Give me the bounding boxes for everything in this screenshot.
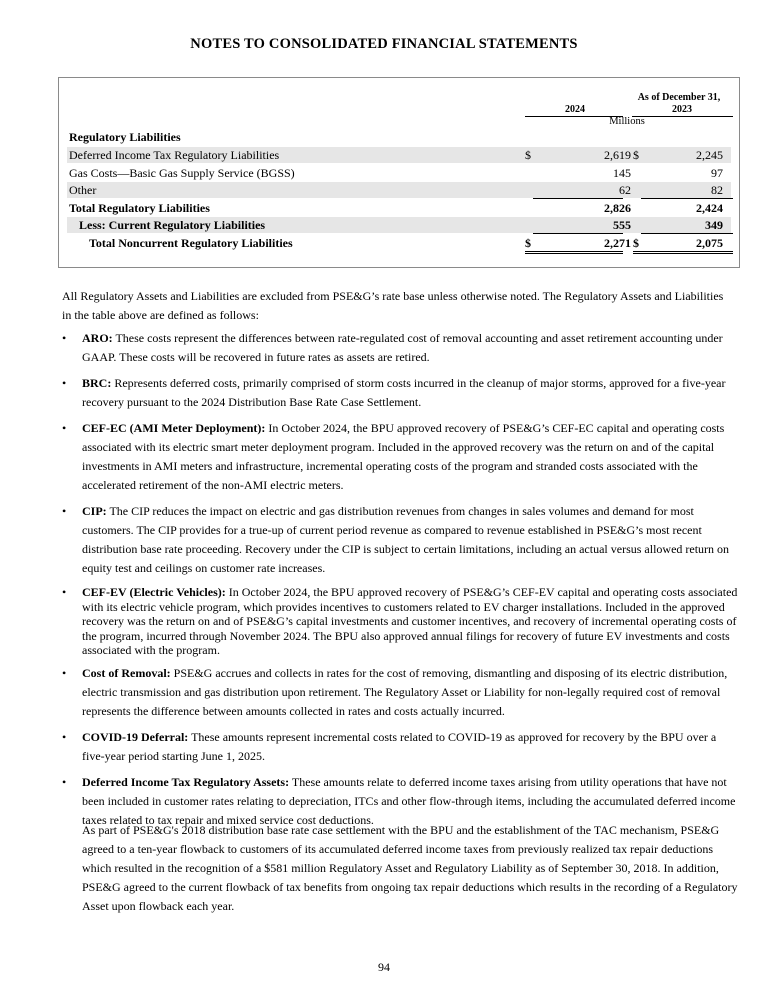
table-row [67,147,731,163]
term: CEF-EV (Electric Vehicles): [82,585,226,599]
row-label: Total Noncurrent Regulatory Liabilities [89,236,293,250]
term: COVID-19 Deferral: [82,729,189,744]
bullet-icon: • [62,421,67,435]
definition: These costs represent the differences between rate-regulated cost of removal accounting and asset retirement accounting under GAAP. These costs will be recovered in future rates as assets are retired. [82,331,723,364]
bullet-icon: • [62,376,67,390]
page-title: NOTES TO CONSOLIDATED FINANCIAL STATEMENTS [190,36,578,52]
definition: PSE&G accrues and collects in rates for the cost of removing, dismantling and disposing of its electric distribution, electric transmission and gas distribution upon retirement. The Regulatory Asset or Liability for non-legally required cost of removal represents the difference between amounts collected in rates and costs actually incurred. [82,665,728,718]
definition: These amounts relate to deferred income taxes arising from utility operations that have not been included in customer rates relating to depreciation, ITCs and other flow-through items, including the accumulated deferred income taxes related to tax repair and mixed service cost deductions. [82,774,736,827]
subtotal-rule-2024 [533,233,623,234]
intro-paragraph: All Regulatory Assets and Liabilities are excluded from PSE&G’s rate base unless otherwise noted. The Regulatory Assets and Liabilities in the table above are defined as follows: [62,289,724,322]
value-2023: 82 [711,183,723,197]
definition: Represents deferred costs, primarily comprised of storm costs incurred in the cleanup of major storms, approved for a five-year recovery pursuant to the 2024 Distribution Base Rate Case Settlement. [82,376,726,409]
dollar-sign: $ [633,236,639,250]
header-year-2023: 2023 [672,104,692,115]
term: ARO: [82,331,113,345]
table-row [67,217,731,233]
subtotal-rule-2024 [533,198,623,199]
closing-paragraph: As part of PSE&G's 2018 distribution base rate case settlement with the BPU and the establishment of the TAC mechanism, PSE&G agreed to a ten-year flowback to customers of its accumulated deferred income taxes from previously realized tax repair deductions which resulted in the recognition of a $581 million Regulatory Asset and Regulatory Liability as of September 30, 2018. In addition, PSE&G agreed to the current flowback of tax benefits from ongoing tax repair deductions which results in the recording of a Regulatory Asset upon flowback each year. [82,823,738,913]
value-2024: 145 [613,166,631,180]
bullet-icon: • [62,504,67,518]
subtotal-rule-2023 [641,198,733,199]
table-row [67,165,731,181]
section-label-row [67,129,731,145]
bullet-icon: • [62,729,67,744]
row-label: Less: Current Regulatory Liabilities [79,218,266,232]
value-2023: 2,424 [696,201,723,215]
bullet-icon: • [62,665,67,680]
header-as-of: As of December 31, [637,92,721,103]
list-item [62,502,740,578]
table-row [67,182,731,198]
definition: In October 2024, the BPU approved recovery of PSE&G’s CEF-EV capital and operating costs associated with its electric vehicle program, which provides incentives to customers related to EV charger installations. Included in the approved recovery was the return on and of PSE&G’s capital investments and customer incentives, and recovery of incremental operating costs of the program, incurred through November 2024. The BPU also approved annual filings for recovery of future EV investments and costs associated with the program. [82,585,738,657]
row-label: Deferred Income Tax Regulatory Liabilities [69,148,280,162]
list-item [62,329,740,367]
row-label: Gas Costs—Basic Gas Supply Service (BGSS) [69,166,295,180]
value-2024: 555 [613,218,631,232]
bullet-icon: • [62,585,67,599]
list-item [62,374,740,412]
list-item [62,419,740,495]
term: CEF-EC (AMI Meter Deployment): [82,421,266,435]
row-label: Other [69,183,97,197]
value-2024: 2,271 [604,236,631,250]
bullet-icon: • [62,774,67,789]
value-2023: 2,075 [696,236,723,250]
definition: In October 2024, the BPU approved recovery of PSE&G’s CEF-EC capital and operating costs associated with its electric smart meter deployment program. Included in the approved recovery was the return on and of the capital investments in AMI meters and infrastructure, incremental operating costs of the program and stranded costs associated with the accelerated retirement of the non-AMI electric meters. [82,421,725,492]
section-label: Regulatory Liabilities [69,130,181,144]
definitions-list [62,329,740,830]
total-double-rule-2023 [633,251,733,254]
definition: These amounts represent incremental costs related to COVID-19 as approved for recovery by the BPU over a five-year period starting June 1, 2025. [82,729,717,763]
term: Deferred Income Tax Regulatory Assets: [82,774,290,789]
table-row [67,235,731,251]
value-2024: 62 [619,183,631,197]
term: Cost of Removal: [82,665,171,680]
value-2024: 2,826 [604,201,631,215]
total-double-rule-2024 [525,251,623,254]
header-year-2024: 2024 [565,104,585,115]
list-item [62,585,740,658]
dollar-sign: $ [525,148,531,162]
term: CIP: [82,504,107,518]
subtotal-rule-2023 [641,233,733,234]
list-item [62,664,740,721]
term: BRC: [82,376,112,390]
table-row [67,200,731,216]
page-number: 94 [378,960,390,974]
definition: The CIP reduces the impact on electric and gas distribution revenues from changes in sales volumes and demand for most customers. The CIP provides for a true-up of current period revenue as compared to revenue established in PSE&G’s most recent distribution base rate proceeding. Recovery under the CIP is subject to certain limitations, including an actual versus allowed return on equity test and ceilings on customer rate increases. [82,504,730,575]
list-item [62,728,740,766]
value-2023: 349 [705,218,723,232]
bullet-icon: • [62,331,67,345]
header-unit: Millions [609,116,645,127]
value-2024: 2,619 [604,148,631,162]
regulatory-liabilities-table [58,77,740,268]
dollar-sign: $ [525,236,531,250]
value-2023: 2,245 [696,148,723,162]
value-2023: 97 [711,166,723,180]
dollar-sign: $ [633,148,639,162]
row-label: Total Regulatory Liabilities [69,201,210,215]
